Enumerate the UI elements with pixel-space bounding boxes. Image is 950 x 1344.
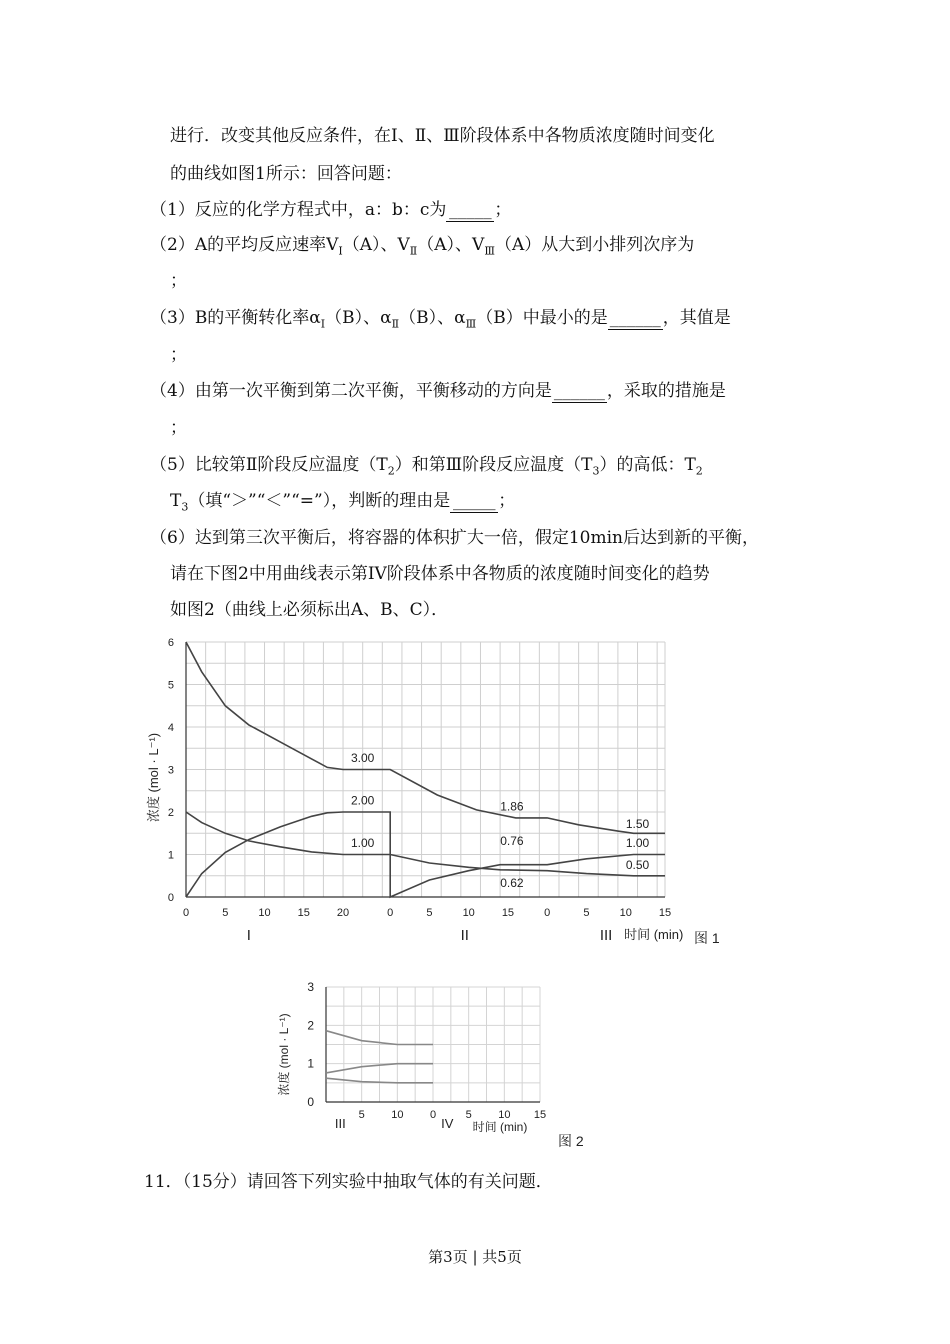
- y-tick-label: 0: [307, 1095, 314, 1109]
- figure-1-chart: [140, 625, 760, 955]
- stage-label: III: [599, 927, 613, 944]
- intro-line-2: 的曲线如图1所示：回答问题：: [170, 164, 402, 184]
- value-label: 1.00: [351, 835, 375, 850]
- question-1: （1）反应的化学方程式中，a：b：c为 _____ ；: [150, 200, 512, 220]
- intro-line-1: 进行．改变其他反应条件，在Ⅰ、Ⅱ、Ⅲ阶段体系中各物质浓度随时间变化: [170, 126, 715, 146]
- x-axis-title: 时间 (min): [624, 927, 684, 942]
- x-tick-label: 15: [658, 907, 672, 919]
- value-label: 1.86: [500, 799, 524, 814]
- x-tick-label: 10: [258, 907, 271, 919]
- question-3: （3）B的平衡转化率$\alpha_Ⅰ(B)$、$\alpha_Ⅱ(B)$、$\alpha_Ⅲ(B)$中最小的是 ______ ，其值是: [150, 308, 731, 331]
- y-tick-label: 3: [167, 764, 174, 777]
- answer-blank-1[interactable]: _____: [446, 199, 494, 222]
- figure-2-caption: 图 2: [558, 1133, 584, 1149]
- value-label: 3.00: [351, 750, 375, 765]
- question-5: （5）比较第Ⅱ阶段反应温度$(T_2)$和第Ⅲ阶段反应温度$(T_3)$的高低：$T_2$: [150, 455, 703, 478]
- y-tick-label: 3: [307, 980, 314, 994]
- x-tick-label: 5: [465, 1109, 472, 1121]
- question-3-end: ；: [170, 345, 187, 365]
- x-tick-label: 10: [498, 1109, 511, 1121]
- value-label: 2.00: [351, 793, 375, 808]
- answer-blank-5[interactable]: _____: [450, 490, 498, 513]
- answer-blank-3[interactable]: ______: [609, 308, 661, 328]
- x-tick-label: 5: [358, 1109, 365, 1121]
- value-label: 0.76: [500, 834, 524, 849]
- x-tick-label: 0: [182, 907, 190, 919]
- answer-blank-4[interactable]: ______: [553, 381, 605, 401]
- y-tick-label: 0: [167, 892, 174, 904]
- x-tick-label: 10: [391, 1109, 404, 1121]
- y-tick-label: 4: [167, 722, 174, 734]
- y-tick-label: 1: [167, 849, 174, 862]
- question-11: 11．（15分）请回答下列实验中抽取气体的有关问题．: [144, 1172, 553, 1192]
- value-label: 0.62: [500, 875, 524, 890]
- x-tick-label: 15: [297, 907, 310, 919]
- y-tick-label: 2: [307, 1018, 314, 1033]
- y-tick-label: 6: [167, 637, 174, 649]
- y-tick-label: 2: [167, 807, 174, 819]
- question-6-line-1: （6）达到第三次平衡后，将容器的体积扩大一倍，假定10min后达到新的平衡，: [150, 528, 759, 548]
- x-axis-title: 时间 (min): [472, 1120, 528, 1134]
- x-tick-label: 0: [429, 1109, 437, 1121]
- value-label: 0.50: [625, 857, 650, 872]
- x-tick-label: 0: [544, 907, 551, 919]
- stage-label: I: [246, 927, 251, 944]
- page-footer: 第3页 | 共5页: [428, 1248, 522, 1266]
- y-axis-title: 浓度 (mol · L⁻¹): [277, 1013, 291, 1096]
- curve-lower: [186, 812, 665, 876]
- value-label: 1.00: [625, 835, 650, 850]
- x-tick-label: 5: [426, 907, 433, 919]
- figure-1-caption: 图 1: [694, 930, 720, 946]
- x-tick-label: 5: [222, 907, 229, 919]
- question-4-end: ；: [170, 418, 187, 438]
- question-6-line-2: 请在下图2中用曲线表示第IV阶段体系中各物质的浓度随时间变化的趋势: [170, 564, 710, 584]
- question-6-line-3: 如图2（曲线上必须标出A、B、C）．: [170, 600, 449, 620]
- question-5-cont: $T_3$（填“＞”“＜”“=”），判断的理由是 _____ ；: [170, 491, 516, 514]
- stage-label: III: [334, 1116, 346, 1131]
- question-2-end: ；: [170, 271, 187, 291]
- y-axis-title: 浓度 (mol · L⁻¹): [146, 732, 161, 823]
- question-4: （4）由第一次平衡到第二次平衡，平衡移动的方向是 ______ ，采取的措施是: [150, 381, 726, 401]
- x-tick-label: 20: [336, 907, 350, 919]
- y-tick-label: 5: [167, 679, 174, 692]
- figure-2-chart: [268, 975, 608, 1150]
- curve-upper: [186, 642, 665, 833]
- x-tick-label: 15: [533, 1109, 547, 1121]
- x-tick-label: 15: [501, 907, 515, 919]
- x-tick-label: 10: [619, 907, 632, 919]
- stage-label: IV: [441, 1116, 454, 1131]
- question-2: （2）A的平均反应速率$V_Ⅰ(A)$、$V_Ⅱ(A)$、$V_Ⅲ(A)$从大到小排列次序为: [150, 235, 695, 258]
- x-tick-label: 10: [462, 907, 475, 919]
- x-tick-label: 0: [387, 907, 394, 919]
- y-tick-label: 1: [307, 1056, 314, 1071]
- x-tick-label: 5: [583, 907, 590, 919]
- stage-label: II: [460, 927, 469, 944]
- value-label: 1.50: [625, 817, 650, 832]
